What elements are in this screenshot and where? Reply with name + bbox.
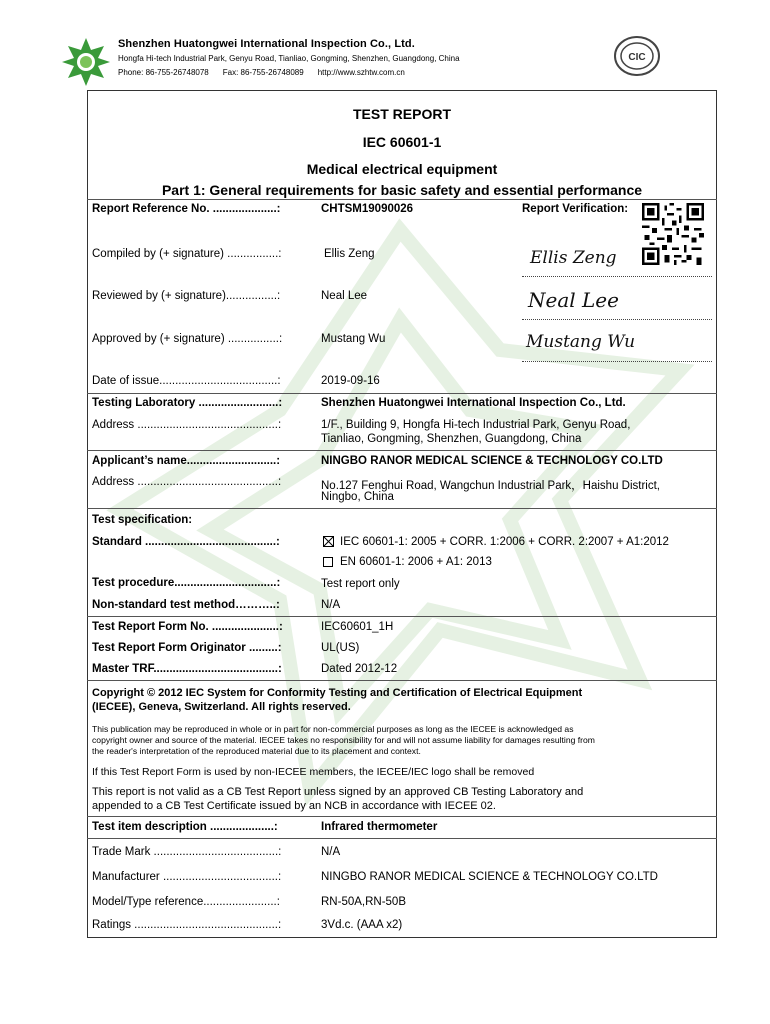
applicant-label: Applicant’s name............................: [92,455,281,467]
lab-address-label: Address ............................................: [92,419,282,431]
copyright-heading-1: Copyright © 2012 IEC System for Conformity Testing and Certification of Electrical Equipment [92,687,583,699]
company-contact [118,68,419,77]
trade-mark-label: Trade Mark .......................................: [92,846,282,858]
report-part: Part 1: General requirements for basic safety and essential performance [161,182,643,198]
checked-box-icon[interactable] [323,536,334,547]
validity-notice-2: appended to a CB Test Certificate issued by an NCB in accordance with IECEE 02. [92,800,496,812]
divider [87,616,717,617]
phone: Phone: 86-755-26748078 [118,68,209,77]
applicant-address-line2: Ningbo, China [321,491,394,503]
approved-by-label: Approved by (+ signature) ................: [92,333,283,345]
report-title: TEST REPORT [352,106,451,122]
ratings-label: Ratings .............................................: [92,919,282,931]
compiled-by: Ellis Zeng [324,248,375,260]
divider [87,199,717,200]
trf-number-label: Test Report Form No. .....................: [92,621,283,633]
standard-option-1: IEC 60601-1: 2005 + CORR. 1:2006 + CORR. 2:2007 + A1:2012 [340,536,669,548]
empty-box-icon[interactable] [323,557,333,567]
divider [87,838,717,839]
signature-line [522,319,712,320]
standard-label: Standard .........................................: [92,536,280,548]
company-address: Hongfa Hi-tech Industrial Park, Genyu Road, Tianliao, Gongming, Shenzhen, Guangdong, China [118,54,460,63]
reviewed-signature: Neal Lee [528,288,619,312]
reviewed-by-label: Reviewed by (+ signature)................: [92,290,281,302]
compiled-by-label: Compiled by (+ signature) ................: [92,248,282,260]
test-procedure: Test report only [321,578,400,590]
manufacturer-label: Manufacturer ....................................: [92,871,282,883]
report-subtitle: Medical electrical equipment [306,161,498,177]
ratings: 3Vd.c. (AAA x2) [321,919,403,931]
qr-code-icon [642,203,704,265]
applicant-address-line1: No.127 Fenghui Road, Wangchun Industrial Park，Haishu District, [321,480,660,492]
divider [87,680,717,681]
model-reference: RN-50A,RN-50B [321,896,406,908]
report-reference-label: Report Reference No. ....................: [92,203,281,215]
test-procedure-label: Test procedure................................: [92,577,281,589]
signature-line [522,361,712,362]
fax: Fax: 86-755-26748089 [222,68,304,77]
testing-lab: Shenzhen Huatongwei International Inspection Co., Ltd. [321,397,626,409]
standard-title: IEC 60601-1 [362,134,442,150]
lab-address-line1: 1/F., Building 9, Hongfa Hi-tech Industrial Park, Genyu Road, [321,419,631,431]
applicant-address-label: Address ............................................: [92,476,282,488]
divider [87,816,717,817]
report-verification-label: Report Verification: [522,203,629,215]
validity-notice-1: This report is not valid as a CB Test Report unless signed by an approved CB Testing Laboratory and [92,786,584,798]
divider [87,508,717,509]
copyright-heading-2: (IECEE), Geneva, Switzerland. All rights reserved. [92,701,351,713]
item-description-label: Test item description ....................: [92,821,278,833]
compiled-signature: Ellis Zeng [530,248,617,268]
company-name: Shenzhen Huatongwei International Inspection Co., Ltd. [118,38,415,50]
test-spec-label: Test specification: [92,514,193,526]
manufacturer: NINGBO RANOR MEDICAL SCIENCE & TECHNOLOGY CO.LTD [321,871,658,883]
non-standard-method-label: Non-standard test method………..: [92,599,280,611]
trf-originator-label: Test Report Form Originator .........: [92,642,282,654]
date-of-issue: 2019-09-16 [321,375,380,387]
copyright-notice-3: the reader's interpretation of the reproduced material due to its placement and context. [92,746,421,756]
date-of-issue-label: Date of issue.....................................: [92,375,281,387]
trf-originator: UL(US) [321,642,360,654]
website: http://www.szhtw.com.cn [317,68,405,77]
non-member-notice: If this Test Report Form is used by non-IECEE members, the IECEE/IEC logo shall be removed [92,766,535,778]
report-reference: CHTSM19090026 [321,203,414,215]
master-trf-label: Master TRF.......................................: [92,663,282,675]
applicant-name: NINGBO RANOR MEDICAL SCIENCE & TECHNOLOGY CO.LTD [321,455,663,467]
testing-lab-label: Testing Laboratory .........................: [92,397,283,409]
item-description: Infrared thermometer [321,821,438,833]
lab-address-line2: Tianliao, Gongming, Shenzhen, Guangdong, China [321,433,582,445]
svg-text:CIC: CIC [628,52,646,63]
cnc-mark-icon [612,34,662,78]
copyright-notice-2: copyright owner and source of the material. IECEE takes no responsibility for and will not assume liability for damages resulting from [92,735,595,745]
reviewed-by: Neal Lee [321,290,368,302]
model-reference-label: Model/Type reference.......................: [92,896,280,908]
trf-number: IEC60601_1H [321,621,394,633]
non-standard-method: N/A [321,599,341,611]
trade-mark: N/A [321,846,341,858]
standard-option-2: EN 60601-1: 2006 + A1: 2013 [340,556,492,568]
green-star-logo-icon [60,36,112,88]
signature-line [522,276,712,277]
divider [87,393,717,394]
approved-signature: Mustang Wu [526,332,636,352]
divider [87,450,717,451]
approved-by: Mustang Wu [321,333,386,345]
master-trf: Dated 2012-12 [321,663,398,675]
copyright-notice-1: This publication may be reproduced in whole or in part for non-commercial purposes as long as the IECEE is acknowledged as [92,724,574,734]
